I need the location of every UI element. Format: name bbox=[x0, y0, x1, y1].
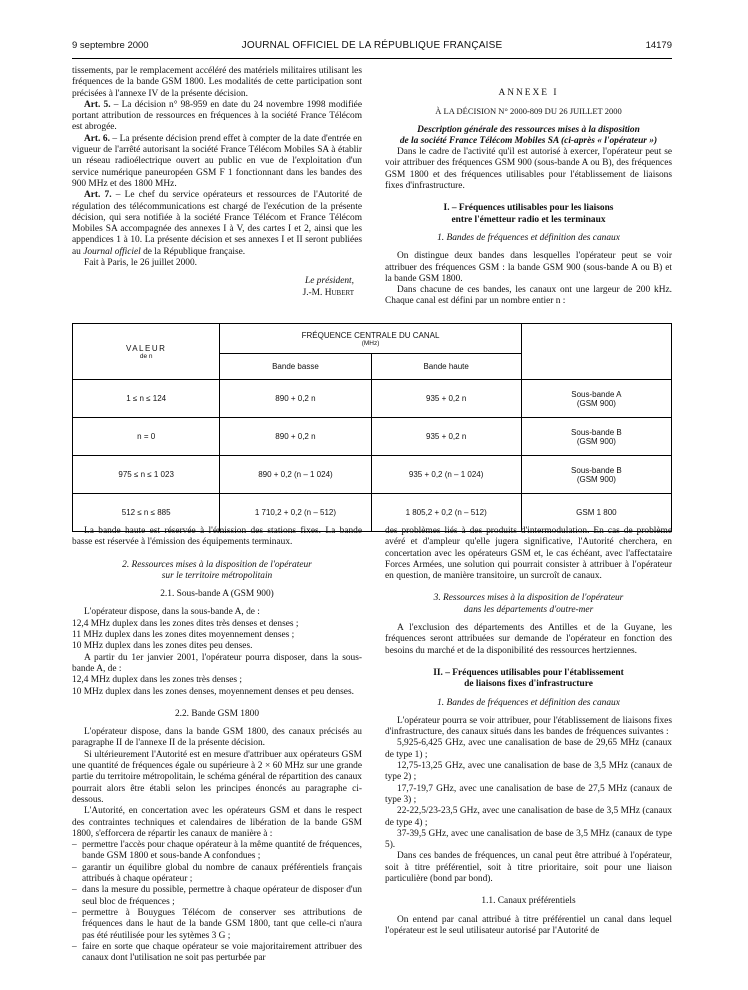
annexe-intro: Dans le cadre de l'activité qu'il est autorisé à exercer, l'opérateur peut se voir attribuer des fréquences GSM 900 (sous-bande A ou B), des fréquences GSM 1800 et des fréquences utilisables pour l'établissement de liaisons fixes d'infrastructure. bbox=[385, 147, 672, 192]
cell-high: 935 + 0,2 n bbox=[371, 380, 521, 418]
article-5 bbox=[72, 100, 362, 134]
paragraph-continuation: tissements, par le remplacement accéléré des matériels militaires utilisant les fréquences de la bande GSM 1800. Les modalités de cette participation sont précisées à l'annexe IV de la présente décision. bbox=[72, 66, 362, 99]
table-header-frequency-title: FRÉQUENCE CENTRALE DU CANAL bbox=[301, 330, 440, 340]
dash-item: – garantir un équilibre global du nombre de canaux préférentiels français attribués à chaque opérateur ; bbox=[72, 863, 362, 886]
paragraph-two-bands: On distingue deux bandes dans lesquelles l'opérateur peut se voir attribuer des fréquences GSM : la bande GSM 900 (sous-bande A ou B) et la bande GSM 1800. bbox=[385, 251, 672, 284]
dash-item: – faire en sorte que chaque opérateur se voie majoritairement attribuer des canaux dont l'utilisation ne soit pas perturbée par bbox=[72, 942, 362, 965]
cell-n: 512 ≤ n ≤ 885 bbox=[73, 494, 220, 532]
annexe-description-line-1: Description générale des ressources mises à la disposition bbox=[417, 124, 640, 135]
signature-name: J.-M. Hubert bbox=[302, 287, 354, 298]
list-item: 10 MHz duplex dans les zones dites peu denses. bbox=[72, 641, 253, 652]
paragraph-2001: A partir du 1er janvier 2001, l'opérateur pourra disposer, dans la sous-bande A, de : bbox=[72, 652, 362, 674]
right-bottom-column bbox=[385, 526, 672, 937]
channel-frequency-table bbox=[72, 323, 672, 532]
section-II-title-line-2: de liaisons fixes d'infrastructure bbox=[464, 679, 593, 690]
article-6-text: – La présente décision prend effet à compter de la date d'entrée en vigueur de l'arrêté autorisant la société France Télécom Mobiles SA à établir un réseau radioélectrique ouvert au public en vue de l'exploitation d'un service numérique paneuropéen GSM F 1 fonctionnant dans les bandes des 900 MHz et des 1800 MHz. bbox=[72, 133, 362, 189]
table-header-low-band: Bande basse bbox=[220, 354, 371, 380]
list-item: 12,4 MHz duplex dans les zones très denses ; bbox=[72, 675, 243, 686]
cell-n: n = 0 bbox=[73, 418, 220, 456]
table-header-value-title: VALEUR bbox=[125, 343, 167, 353]
paragraph-dispose-a: L'opérateur dispose, dans la sous-bande A, de : bbox=[84, 607, 260, 618]
paragraph-canal-preferentiel: On entend par canal attribué à titre préférentiel un canal dans lequel l'opérateur est le seul utilisateur autorisé par l'Autorité de bbox=[385, 914, 672, 936]
band-item: 22-22,5/23-23,5 GHz, avec une canalisation de base de 3,5 MHz (canaux de type 4) ; bbox=[385, 806, 672, 828]
table-header-frequency bbox=[220, 324, 521, 354]
table-header-frequency-unit: (MHz) bbox=[361, 339, 380, 347]
cell-band-line-2: (GSM 900) bbox=[576, 398, 616, 408]
section-3-title-line-1: 3. Ressources mises à la disposition de l'opérateur bbox=[433, 593, 624, 604]
paragraph-autorite: L'Autorité, en concertation avec les opérateurs GSM et dans le respect des contraintes techniques et calendaires de libération de la bande GSM 1800, s'efforcera de répartir les canaux de manière à : bbox=[72, 806, 362, 839]
paragraph-liaisons: L'opérateur pourra se voir attribuer, pour l'établissement de liaisons fixes d'infrastructure, des canaux situés dans les bandes de fréquences suivantes : bbox=[385, 715, 672, 738]
cell-band bbox=[521, 456, 671, 494]
cell-band bbox=[521, 418, 671, 456]
list-item: 12,4 MHz duplex dans les zones dites très denses et denses ; bbox=[72, 618, 299, 629]
paragraph-bands-reserved: La bande haute est réservée à l'émission des stations fixes. La bande basse est réservée à l'émission des équipements terminaux. bbox=[72, 526, 362, 548]
cell-band-line-1: GSM 1 800 bbox=[576, 508, 617, 517]
left-top-column bbox=[72, 66, 362, 299]
paragraph-channels: Dans chacune de ces bandes, les canaux ont une largeur de 200 kHz. Chaque canal est défini par un nombre entier n : bbox=[385, 285, 672, 307]
cell-band-line-1: Sous-bande B bbox=[571, 427, 622, 437]
article-5-text: – La décision n° 98-959 en date du 24 novembre 1998 modifiée portant attribution de ressources en fréquences à la société France Télécom est abrogée. bbox=[72, 99, 362, 133]
section-2-2-title: 2.2. Bande GSM 1800 bbox=[174, 708, 260, 719]
band-item: 17,7-19,7 GHz, avec une canalisation de base de 27,5 MHz (canaux de type 3) ; bbox=[385, 783, 672, 805]
section-3-title-line-2: dans les départements d'outre-mer bbox=[463, 604, 594, 615]
cell-high: 935 + 0,2 n bbox=[371, 418, 521, 456]
paragraph-dom: A l'exclusion des départements des Antilles et de la Guyane, les fréquences seront attribuées sur demande de l'opérateur en fonction des besoins du marché et de la disponibilité des ressources hertziennes. bbox=[385, 623, 672, 656]
table-header-high-band: Bande haute bbox=[371, 354, 521, 380]
band-item: 37-39,5 GHz, avec une canalisation de base de 3,5 MHz (canaux de type 5). bbox=[385, 828, 672, 851]
article-6-label: Art. 6. bbox=[84, 133, 110, 144]
cell-n: 1 ≤ n ≤ 124 bbox=[73, 380, 220, 418]
paragraph-ulterieurement: Si ultérieurement l'Autorité est en mesure d'attribuer aux opérateurs GSM une quantité de fréquences égale ou supérieure à 2 × 60 MHz sur une grande partie du territoire métropolitain, le schéma général de répartition des canaux pourrait alors être établi selon les principes énoncés au paragraphe ci-dessous. bbox=[72, 749, 362, 805]
annexe-decision: À LA DÉCISION N° 2000-809 DU 26 JUILLET 2000 bbox=[435, 106, 622, 117]
signature-title: Le président, bbox=[305, 276, 354, 287]
fait-a-paris: Fait à Paris, le 26 juillet 2000. bbox=[84, 258, 198, 269]
section-II-title-line-1: II. – Fréquences utilisables pour l'établissement bbox=[433, 667, 624, 678]
cell-band-line-1: Sous-bande A bbox=[571, 389, 622, 399]
cell-band-line-2: (GSM 900) bbox=[576, 474, 616, 484]
table-row bbox=[73, 456, 672, 494]
paragraph-gsm1800: L'opérateur dispose, dans la bande GSM 1800, des canaux précisés au paragraphe II de l'annexe II de la présente décision. bbox=[72, 727, 362, 749]
table-header-value-sub: de n bbox=[139, 352, 153, 360]
dash-item: – permettre l'accès pour chaque opérateur à la même quantité de fréquences, bande GSM 1800 et sous-bande A confondues ; bbox=[72, 840, 362, 863]
band-item: 12,75-13,25 GHz, avec une canalisation de base de 3,5 MHz (canaux de type 2) ; bbox=[385, 761, 672, 783]
annexe-description-line-2: de la société France Télécom Mobiles SA (ci-après « l'opérateur ») bbox=[399, 135, 658, 146]
article-7-text-b: de la République française. bbox=[140, 246, 246, 257]
list-item: 11 MHz duplex dans les zones dites moyennement denses ; bbox=[72, 630, 295, 641]
section-2-1-title: 2.1. Sous-bande A (GSM 900) bbox=[160, 589, 274, 600]
cell-high: 935 + 0,2 (n – 1 024) bbox=[371, 456, 521, 494]
cell-low: 890 + 0,2 n bbox=[220, 380, 371, 418]
annexe-title: ANNEXE I bbox=[498, 88, 559, 98]
right-top-column bbox=[385, 88, 672, 308]
article-7-label: Art. 7. bbox=[84, 190, 112, 201]
article-6 bbox=[72, 134, 362, 190]
header-rule bbox=[72, 58, 672, 59]
header-date: 9 septembre 2000 bbox=[72, 40, 149, 51]
cell-band-line-2: (GSM 900) bbox=[576, 436, 616, 446]
cell-low: 890 + 0,2 (n – 1 024) bbox=[220, 456, 371, 494]
page-header bbox=[72, 40, 672, 54]
header-page-number: 14179 bbox=[645, 40, 672, 51]
dash-item: – permettre à Bouygues Télécom de conserver ses attributions de fréquences dans le haut de la bande GSM 1800, tant que celle-ci n'aura pas été réutilisée pour les sytèmes 3 G ; bbox=[72, 908, 362, 942]
paragraph-intermodulation: des problèmes liés à des produits d'intermodulation. En cas de problème avéré et d'ampleur qu'elle jugera significative, l'Autorité cherchera, en concertation avec les opérateurs GSM et, le cas échéant, avec l'affectataire Forces Armées, une solution qui pourrait consister à attribuer à l'opérateur en question, de manière transitoire, un surcroît de canaux. bbox=[385, 526, 672, 582]
paragraph-dans-ces-bandes: Dans ces bandes de fréquences, un canal peut être attribué à l'opérateur, soit à titre préférentiel, soit à titre prioritaire, soit pour une liaison particulière (bond par bond). bbox=[385, 851, 672, 885]
cell-low: 890 + 0,2 n bbox=[220, 418, 371, 456]
subsection-II-1-title: 1. Bandes de fréquences et définition des canaux bbox=[437, 697, 620, 708]
left-bottom-column bbox=[72, 526, 362, 964]
table-row bbox=[73, 380, 672, 418]
dash-item: – dans la mesure du possible, permettre à chaque opérateur de disposer d'un seul bloc de fréquences ; bbox=[72, 885, 362, 908]
header-journal-title: JOURNAL OFFICIEL DE LA RÉPUBLIQUE FRANÇAISE bbox=[241, 40, 503, 51]
cell-high: 1 805,2 + 0,2 (n – 512) bbox=[371, 494, 521, 532]
section-1-title-line-2: entre l'émetteur radio et les terminaux bbox=[451, 214, 606, 225]
section-2-title-line-2: sur le territoire métropolitain bbox=[161, 570, 273, 581]
list-item: 10 MHz duplex dans les zones denses, moyennement denses et peu denses. bbox=[72, 686, 354, 697]
cell-band-line-1: Sous-bande B bbox=[571, 465, 622, 475]
table-header-band bbox=[521, 324, 671, 380]
table-header-value bbox=[73, 324, 220, 380]
cell-band bbox=[521, 380, 671, 418]
article-7-text-a: – Le chef du service opérateurs et ressources de l'Autorité de régulation des télécommunications est chargé de l'exécution de la présente décision, qui sera notifiée à la société France Télécom et France Télécom Mobiles SA accompagnée des annexes I à V, des cartes I et 2, ainsi que les appendices 1 à 10. La présente décision et ses annexes I et II seront publiées au bbox=[72, 190, 363, 257]
cell-low: 1 710,2 + 0,2 (n – 512) bbox=[220, 494, 371, 532]
band-item: 5,925-6,425 GHz, avec une canalisation de base de 29,65 MHz (canaux de type 1) ; bbox=[385, 738, 672, 760]
section-1-title-line-1: I. – Fréquences utilisables pour les liaisons bbox=[443, 203, 614, 214]
article-7 bbox=[72, 190, 362, 258]
article-5-label: Art. 5. bbox=[84, 99, 111, 110]
subsection-1-title: 1. Bandes de fréquences et définition des canaux bbox=[437, 232, 620, 243]
section-2-title-line-1: 2. Ressources mises à la disposition de l'opérateur bbox=[122, 559, 312, 570]
journal-officiel-ref: Journal officiel bbox=[83, 246, 141, 257]
table-row bbox=[73, 418, 672, 456]
section-1-1-title: 1.1. Canaux préférentiels bbox=[481, 896, 576, 907]
cell-n: 975 ≤ n ≤ 1 023 bbox=[73, 456, 220, 494]
